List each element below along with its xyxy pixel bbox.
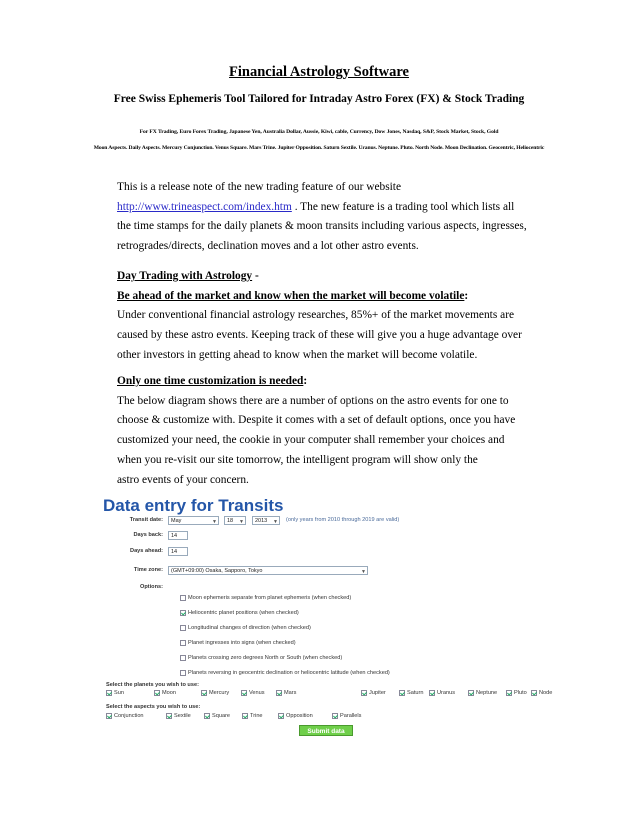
options-label: Options: <box>140 584 163 590</box>
checkbox[interactable] <box>201 690 207 696</box>
checkbox[interactable] <box>242 713 248 719</box>
section-line: choose & customize with. Despite it comes with a set of default options, once you have <box>117 414 516 427</box>
keywords-line-2: Moon Aspects. Daily Aspects. Mercury Conjunction. Venus Square. Mars Trine. Jupiter Opposition. Saturn Sextile. Uranus. Neptune. Pluto. North Node. Moon Declination. Geocentric, Heliocentric <box>93 145 545 151</box>
section-line: caused by these astro events. Keeping track of these will give you a huge advantage over <box>117 329 522 342</box>
aspect-label: Trine <box>250 713 263 719</box>
option-label: Planets reversing in geocentric declination or heliocentric latitude (when checked) <box>188 670 390 676</box>
section-heading <box>117 267 557 287</box>
checkbox[interactable] <box>106 690 112 696</box>
option-label: Longitudinal changes of direction (when checked) <box>188 625 311 631</box>
customization-section <box>117 372 557 490</box>
time-zone-select[interactable] <box>168 566 368 575</box>
planet-pluto[interactable] <box>506 690 527 696</box>
section-line: other investors in getting ahead to know when the market will become volatile. <box>117 348 478 361</box>
option-label: Heliocentric planet positions (when checked) <box>188 610 299 616</box>
option-zero-degrees[interactable] <box>180 655 342 661</box>
keywords-line-1: For FX Trading, Euro Forex Trading, Japanese Yen, Australia Dollar, Aussie, Kiwi, cable, Currency, Dow Jones, Nasdaq, S&P, Stock Market, Stock, Gold <box>139 129 499 135</box>
page-subtitle: Free Swiss Ephemeris Tool Tailored for Intraday Astro Forex (FX) & Stock Trading <box>113 93 525 105</box>
intro-paragraph <box>117 178 557 257</box>
planet-moon[interactable] <box>154 690 176 696</box>
planet-neptune[interactable] <box>468 690 497 696</box>
transit-date-label: Transit date: <box>129 517 163 523</box>
aspect-conjunction[interactable] <box>106 713 144 719</box>
intro-line-rest: . The new feature is a trading tool which lists all <box>291 200 515 213</box>
checkbox[interactable] <box>180 595 186 601</box>
intro-line <box>117 198 557 218</box>
aspect-label: Conjunction <box>114 713 144 719</box>
intro-line: retrogrades/directs, declination moves and a lot other astro events. <box>117 240 419 253</box>
chevron-down-icon: ▼ <box>273 519 278 525</box>
submit-data-button[interactable]: Submit data <box>299 725 353 736</box>
aspect-trine[interactable] <box>242 713 263 719</box>
option-sign-ingresses[interactable] <box>180 640 296 646</box>
option-moon-ephemeris[interactable] <box>180 595 351 601</box>
option-label: Planet ingresses into signs (when checked) <box>188 640 296 646</box>
day-trading-section <box>117 267 557 366</box>
planet-label: Neptune <box>476 690 498 696</box>
planet-jupiter[interactable] <box>361 690 386 696</box>
planet-label: Mars <box>284 690 297 696</box>
intro-line: the time stamps for the daily planets & moon transits including various aspects, ingresses, <box>117 220 527 233</box>
planet-mars[interactable] <box>276 690 296 696</box>
chevron-down-icon: ▼ <box>361 569 366 575</box>
section-subheading <box>117 287 557 307</box>
option-heliocentric[interactable] <box>180 610 299 616</box>
transit-form-screenshot <box>101 496 557 740</box>
checkbox[interactable] <box>180 640 186 646</box>
planet-saturn[interactable] <box>399 690 423 696</box>
time-zone-value: (GMT+09:00) Osaka, Sapporo, Tokyo <box>171 568 263 574</box>
section-line: Under conventional financial astrology researches, 85%+ of the market movements are <box>117 309 515 322</box>
option-label: Moon ephemeris separate from planet ephemeris (when checked) <box>188 595 352 601</box>
option-label: Planets crossing zero degrees North or South (when checked) <box>188 655 343 661</box>
customization-heading: Only one time customization is needed <box>117 375 304 387</box>
time-zone-label: Time zone: <box>133 567 163 573</box>
days-ahead-input[interactable]: 14 <box>168 547 188 556</box>
checkbox[interactable] <box>241 690 247 696</box>
planet-venus[interactable] <box>241 690 265 696</box>
heading-suffix: : <box>303 375 308 387</box>
section-line: when you re-visit our site tomorrow, the intelligent program will show only the <box>117 453 478 466</box>
checkbox[interactable] <box>506 690 512 696</box>
website-link[interactable]: http://www.trineaspect.com/index.htm <box>117 200 292 213</box>
section-line: The below diagram shows there are a number of options on the astro events for one to <box>117 394 509 407</box>
aspect-label: Sextile <box>174 713 191 719</box>
day-select[interactable] <box>224 516 246 525</box>
checkbox[interactable] <box>399 690 405 696</box>
checkbox[interactable] <box>166 713 172 719</box>
checkbox[interactable] <box>106 713 112 719</box>
planet-mercury[interactable] <box>201 690 229 696</box>
planet-label: Saturn <box>407 690 424 696</box>
aspect-label: Parallels <box>340 713 362 719</box>
planet-label: Jupiter <box>369 690 386 696</box>
chevron-down-icon: ▼ <box>212 519 217 525</box>
planet-label: Mercury <box>209 690 230 696</box>
day-trading-heading: Day Trading with Astrology <box>117 270 253 282</box>
aspects-label: Select the aspects you wish to use: <box>106 704 201 710</box>
option-longitudinal-changes[interactable] <box>180 625 311 631</box>
year-value: 2013 <box>255 518 268 524</box>
month-select[interactable] <box>168 516 219 525</box>
checkbox[interactable] <box>468 690 474 696</box>
intro-line: This is a release note of the new trading feature of our website <box>117 181 402 193</box>
days-back-label: Days back: <box>133 532 163 538</box>
volatility-subheading: Be ahead of the market and know when the market will become volatile <box>117 289 465 302</box>
checkbox[interactable] <box>429 690 435 696</box>
checkbox[interactable] <box>180 610 186 616</box>
subheading-suffix: : <box>464 289 469 302</box>
checkbox[interactable] <box>180 670 186 676</box>
planet-sun[interactable] <box>106 690 124 696</box>
aspect-parallels[interactable] <box>332 713 361 719</box>
planet-label: Uranus <box>437 690 456 696</box>
checkbox[interactable] <box>204 713 210 719</box>
section-line: astro events of your concern. <box>117 473 249 486</box>
checkbox[interactable] <box>361 690 367 696</box>
page-title: Financial Astrology Software <box>229 64 409 80</box>
planet-label: Venus <box>249 690 265 696</box>
checkbox[interactable] <box>180 625 186 631</box>
aspect-sextile[interactable] <box>166 713 191 719</box>
planets-label: Select the planets you wish to use: <box>106 682 199 688</box>
planet-label: Sun <box>114 690 124 696</box>
year-hint: (only years from 2010 through 2019 are valid) <box>286 517 400 523</box>
section-line: customized your need, the cookie in your computer shall remember your choices and <box>117 434 505 447</box>
checkbox[interactable] <box>332 713 338 719</box>
aspect-label: Opposition <box>286 713 313 719</box>
option-declination-reversal[interactable] <box>180 670 390 676</box>
planet-label: Pluto <box>514 690 527 696</box>
month-value: May <box>171 518 182 524</box>
section-heading <box>117 372 557 392</box>
days-back-input[interactable]: 14 <box>168 531 188 540</box>
checkbox[interactable] <box>278 713 284 719</box>
planet-label: Moon <box>162 690 176 696</box>
planet-node[interactable] <box>531 690 552 696</box>
year-select[interactable] <box>252 516 280 525</box>
aspect-opposition[interactable] <box>278 713 313 719</box>
days-ahead-label: Days ahead: <box>130 548 163 554</box>
aspect-label: Square <box>212 713 231 719</box>
planet-label: Node <box>539 690 553 696</box>
checkbox[interactable] <box>154 690 160 696</box>
aspect-square[interactable] <box>204 713 230 719</box>
planet-uranus[interactable] <box>429 690 455 696</box>
checkbox[interactable] <box>531 690 537 696</box>
checkbox[interactable] <box>180 655 186 661</box>
chevron-down-icon: ▼ <box>239 519 244 525</box>
checkbox[interactable] <box>276 690 282 696</box>
form-title: Data entry for Transits <box>103 496 284 515</box>
day-value: 18 <box>227 518 234 524</box>
heading-suffix: - <box>252 270 259 282</box>
